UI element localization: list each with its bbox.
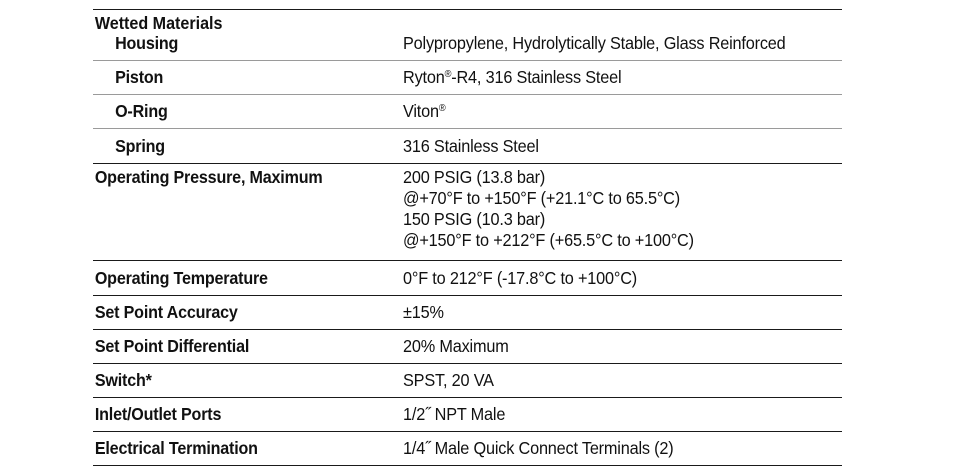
registered-mark: ® [438, 103, 446, 114]
row-label-operating-pressure: Operating Pressure, Maximum [94, 167, 323, 187]
table-row-o-ring [93, 95, 842, 129]
table-row-electrical-termination [93, 432, 842, 466]
row-value-housing: Polypropylene, Hydrolytically Stable, Glass Reinforced [403, 33, 786, 53]
table-row-piston [93, 61, 842, 95]
row-label-piston: Piston [115, 67, 164, 87]
row-value-operating-pressure [403, 167, 811, 251]
table-row-operating-pressure [93, 164, 842, 261]
row-value-inlet-outlet-ports: 1/2˝ NPT Male [403, 404, 506, 424]
table-row-operating-temperature [93, 261, 842, 296]
table-row-spring [93, 129, 842, 164]
row-value-set-point-differential: 20% Maximum [403, 336, 509, 356]
pressure-line-4: @+150°F to +212°F (+65.5°C to +100°C) [403, 230, 694, 250]
row-value-switch: SPST, 20 VA [403, 370, 494, 390]
row-value-o-ring [403, 101, 811, 122]
wetted-materials-heading: Wetted Materials [94, 13, 223, 33]
row-value-set-point-accuracy: ±15% [403, 302, 444, 322]
row-label-inlet-outlet-ports: Inlet/Outlet Ports [94, 404, 222, 424]
specifications-table [93, 9, 842, 466]
pressure-line-3: 150 PSIG (10.3 bar) [403, 209, 546, 229]
piston-material-suffix: -R4, 316 Stainless Steel [451, 67, 622, 87]
row-label-electrical-termination: Electrical Termination [94, 438, 258, 458]
row-label-o-ring: O-Ring [115, 101, 168, 121]
pressure-line-2: @+70°F to +150°F (+21.1°C to 65.5°C) [403, 188, 680, 208]
row-value-spring: 316 Stainless Steel [403, 135, 539, 156]
row-value-electrical-termination: 1/4˝ Male Quick Connect Terminals (2) [403, 438, 674, 458]
row-label-set-point-accuracy: Set Point Accuracy [94, 302, 238, 322]
table-row-set-point-accuracy [93, 296, 842, 330]
table-row-housing [93, 32, 842, 61]
registered-mark: ® [444, 69, 452, 80]
row-value-piston [403, 67, 811, 88]
row-label-spring: Spring [115, 135, 165, 156]
table-row-switch [93, 364, 842, 398]
table-row-inlet-outlet-ports [93, 398, 842, 432]
row-label-housing: Housing [115, 33, 179, 53]
pressure-line-1: 200 PSIG (13.8 bar) [403, 167, 546, 187]
table-row-set-point-differential [93, 330, 842, 364]
row-label-set-point-differential: Set Point Differential [94, 336, 250, 356]
row-label-operating-temperature: Operating Temperature [94, 267, 268, 288]
o-ring-material-text: Viton [403, 101, 439, 121]
row-value-operating-temperature: 0°F to 212°F (-17.8°C to +100°C) [403, 267, 638, 288]
piston-material-text: Ryton [403, 67, 445, 87]
row-label-switch: Switch* [94, 370, 152, 390]
